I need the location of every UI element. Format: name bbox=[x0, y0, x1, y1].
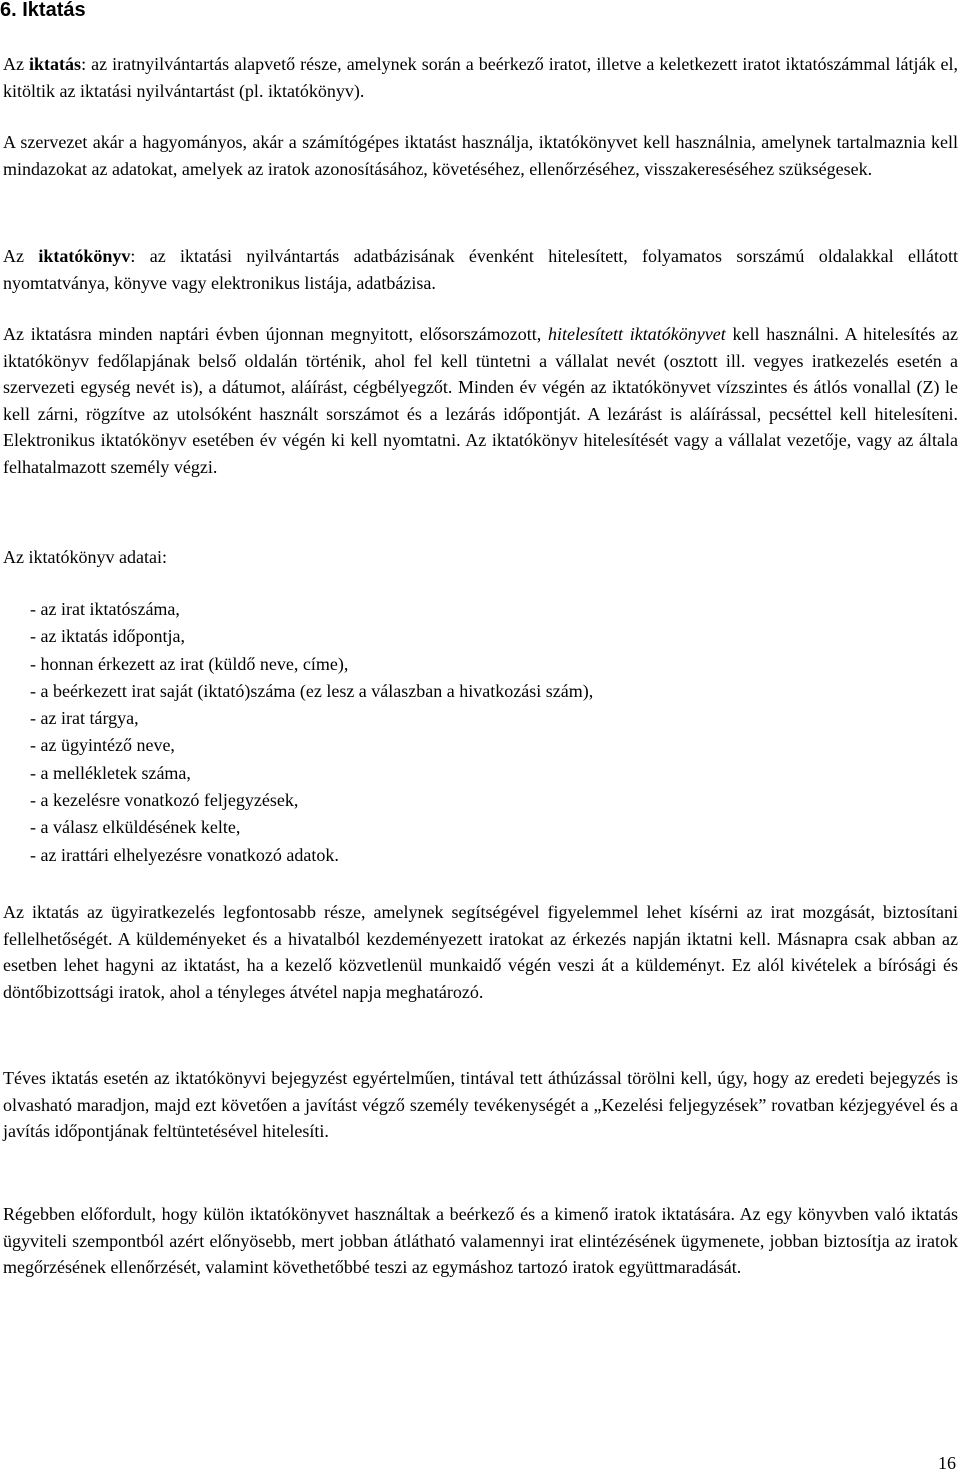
paragraph-iktatas-definition bbox=[3, 51, 958, 104]
list-item: - az irattári elhelyezésre vonatkozó adatok. bbox=[30, 844, 339, 865]
emphasized-term: hitelesített iktatókönyvet bbox=[548, 324, 726, 344]
list-item: - honnan érkezett az irat (küldő neve, címe), bbox=[30, 653, 349, 674]
list-item: - az ügyintéző neve, bbox=[30, 735, 175, 756]
page-number: 16 bbox=[938, 1453, 956, 1473]
paragraph-iktatas-importance: Az iktatás az ügyiratkezelés legfontosabb része, amelynek segítségével figyelemmel lehet kísérni az irat mozgását, biztosítani fellelhetőségét. A küldeményeket és a hivatalból kezdeményezett iratokat az érkezés napján iktatni kell. Másnapra csak abban az esetben lehet hagyni az iktatást, ha a kezelő közvetlenül munkaidő végén veszi át a küldeményt. Ez alól kivételek a bírósági és döntőbizottsági iratok, ahol a tényleges átvétel napja meghatározó. bbox=[3, 902, 958, 1002]
paragraph-hitelesites bbox=[3, 321, 958, 480]
list-item: - az irat tárgya, bbox=[30, 708, 139, 729]
list-item: - a mellékletek száma, bbox=[30, 762, 191, 783]
paragraph-text: kell használni. A hitelesítés az iktatókönyv fedőlapjának belső oldalán történik, ahol fel kell tüntetni a vállalat nevét (osztott ill. vegyes iratkezelés esetén a szervezeti egység nevét is), a dátumot, aláírást, cégbélyegzőt. Minden év végén az iktatókönyvet vízszintes és átlós vonallal (Z) le kell zárni, rögzítve az utolsóként használt sorszámot és a lezárás időpontját. A lezárást is aláírással, pecséttel kell hitelesíteni. Elektronikus iktatókönyv esetében év végén ki kell nyomtatni. Az iktatókönyv hitelesítését vagy a vállalat vezetője, vagy az általa felhatalmazott személy végzi. bbox=[3, 324, 958, 477]
list-item: - az irat iktatószáma, bbox=[30, 599, 180, 619]
paragraph-egy-konyv: Régebben előfordult, hogy külön iktatókönyvet használtak a beérkező és a kimenő iratok iktatására. Az egy könyvben való iktatás ügyviteli szempontból azért előnyösebb, mert jobban átlátható valamennyi irat elintézésének ügymenete, jobban biztosítja az iratok megőrzésének ellenőrzését, valamint követhetőbbé teszi az egymáshoz tartozó iratok együttmaradását. bbox=[3, 1204, 958, 1277]
paragraph-iktatokonyv-definition bbox=[3, 243, 958, 296]
defined-term: iktatás bbox=[29, 54, 82, 74]
list-item: - a válasz elküldésének kelte, bbox=[30, 817, 241, 838]
section-heading: 6. Iktatás bbox=[0, 0, 86, 21]
paragraph-text: Az bbox=[3, 54, 30, 74]
paragraph-text: : az iratnyilvántartás alapvető része, amelynek során a beérkező iratot, illetve a keletkezett iratot iktatószámmal látják el, kitöltik az iktatási nyilvántartást (pl. iktatókönyv). bbox=[3, 54, 958, 101]
list-title: Az iktatókönyv adatai: bbox=[3, 547, 167, 567]
list-item: - a kezelésre vonatkozó feljegyzések, bbox=[30, 790, 299, 811]
paragraph-text: Az bbox=[3, 246, 39, 266]
list-item: - a beérkezett irat saját (iktató)száma (ez lesz a válaszban a hivatkozási szám), bbox=[30, 680, 594, 701]
data-fields-list bbox=[30, 596, 593, 869]
paragraph-text: Az iktatásra minden naptári évben újonnan megnyitott, elősorszámozott, bbox=[3, 324, 548, 344]
paragraph-text: : az iktatási nyilvántartás adatbázisának évenként hitelesített, folyamatos sorszámú oldalakkal ellátott nyomtatványa, könyve vagy elektronikus listája, adatbázisa. bbox=[3, 246, 958, 293]
paragraph-teves-iktatas: Téves iktatás esetén az iktatókönyvi bejegyzést egyértelműen, tintával tett áthúzással törölni kell, úgy, hogy az eredeti bejegyzés is olvasható maradjon, majd ezt követően a javítást végző személy tevékenységét a „Kezelési feljegyzések” rovatban kézjegyével és a javítás időpontjának feltüntetésével hitelesíti. bbox=[3, 1068, 958, 1141]
paragraph-iktatokonyv-requirement: A szervezet akár a hagyományos, akár a számítógépes iktatást használja, iktatókönyvet kell használnia, amelynek tartalmaznia kell mindazokat az adatokat, amelyek az iratok azonosításához, követéséhez, ellenőrzéséhez, visszakereséséhez szükségesek. bbox=[3, 132, 958, 179]
defined-term: iktatókönyv bbox=[38, 246, 131, 266]
list-item: - az iktatás időpontja, bbox=[30, 626, 185, 647]
